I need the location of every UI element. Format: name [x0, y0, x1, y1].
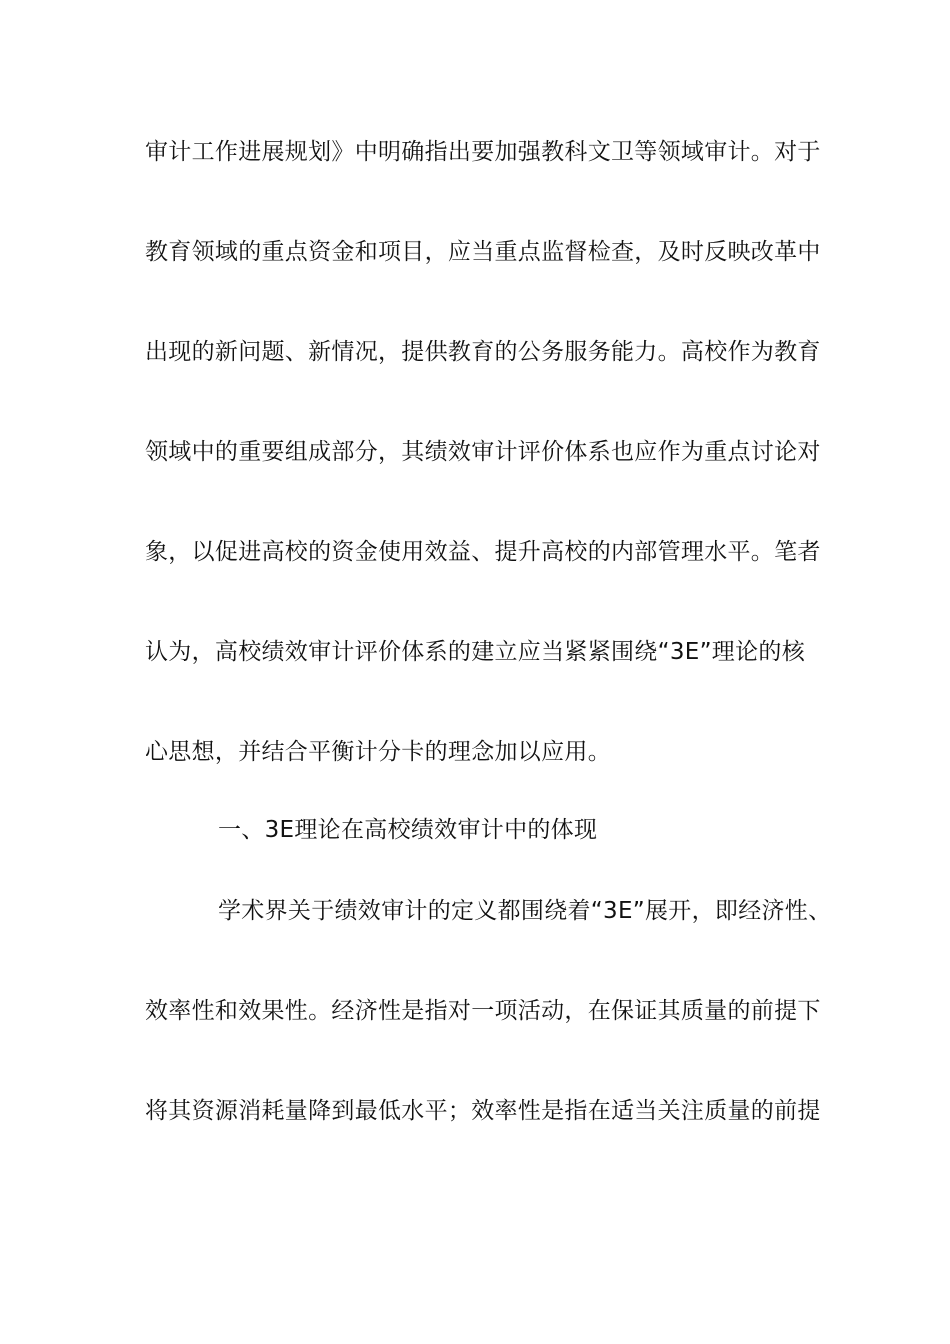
paragraph-line: 审计工作进展规划》中明确指出要加强教科文卫等领域审计。对于	[145, 139, 821, 165]
paragraph-line: 效率性和效果性。经济性是指对一项活动，在保证其质量的前提下	[145, 998, 821, 1024]
section-heading: 一、3E理论在高校绩效审计中的体现	[218, 817, 598, 843]
paragraph-line: 教育领域的重点资金和项目，应当重点监督检查，及时反映改革中	[145, 239, 821, 265]
paragraph-line: 领域中的重要组成部分，其绩效审计评价体系也应作为重点讨论对	[145, 439, 821, 465]
paragraph-line: 认为，高校绩效审计评价体系的建立应当紧紧围绕“3E”理论的核	[145, 639, 805, 665]
paragraph-line: 学术界关于绩效审计的定义都围绕着“3E”展开，即经济性、	[218, 898, 832, 924]
paragraph-line: 将其资源消耗量降到最低水平；效率性是指在适当关注质量的前提	[145, 1098, 821, 1124]
paragraph-line: 出现的新问题、新情况，提供教育的公务服务能力。高校作为教育	[145, 339, 821, 365]
paragraph-line: 心思想，并结合平衡计分卡的理念加以应用。	[145, 739, 611, 765]
paragraph-line: 象，以促进高校的资金使用效益、提升高校的内部管理水平。笔者	[145, 539, 821, 565]
